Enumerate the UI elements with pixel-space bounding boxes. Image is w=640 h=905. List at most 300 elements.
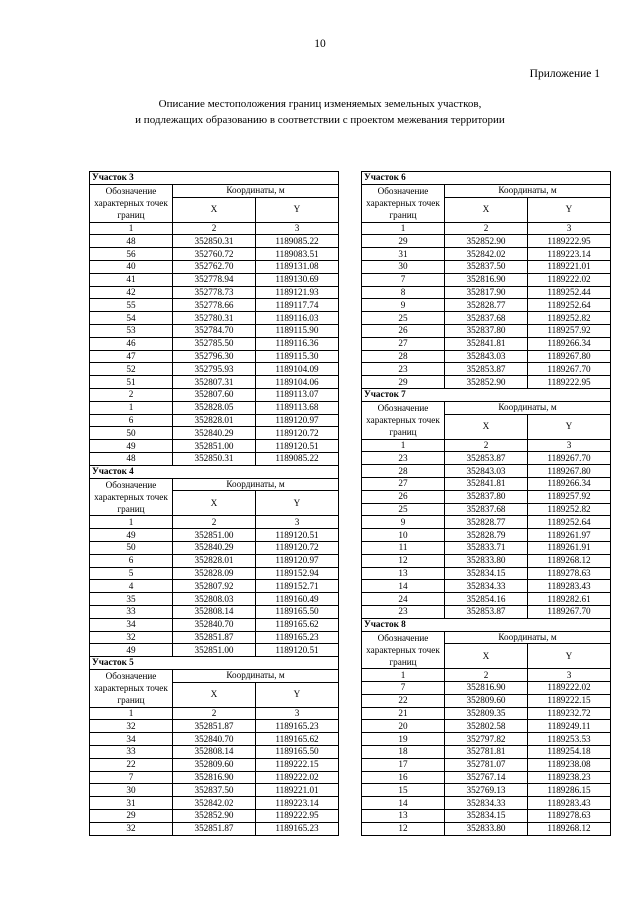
coord-x: 352842.02 xyxy=(445,248,528,261)
table-row xyxy=(90,440,339,453)
coord-x: 352837.80 xyxy=(445,324,528,337)
point-number: 31 xyxy=(90,797,173,810)
coord-y: 1189266.34 xyxy=(528,477,611,490)
table-row xyxy=(90,605,339,618)
coord-y: 1189249.11 xyxy=(528,720,611,733)
section-title: Участок 3 xyxy=(90,172,339,185)
table-row xyxy=(90,822,339,835)
table-row xyxy=(362,312,611,325)
coord-y: 1189221.01 xyxy=(528,260,611,273)
header-coordinates: Координаты, м xyxy=(445,401,611,414)
table-row xyxy=(90,720,339,733)
table-row xyxy=(362,260,611,273)
table-row xyxy=(362,337,611,350)
coord-x: 352808.14 xyxy=(173,605,256,618)
coord-x: 352796.30 xyxy=(173,350,256,363)
coord-y: 1189083.51 xyxy=(256,248,339,261)
coord-y: 1189278.63 xyxy=(528,567,611,580)
table-row xyxy=(362,541,611,554)
header-coordinates: Координаты, м xyxy=(173,478,339,491)
coord-x: 352809.60 xyxy=(173,758,256,771)
coord-y: 1189117.74 xyxy=(256,299,339,312)
coord-x: 352851.87 xyxy=(173,720,256,733)
coord-x: 352834.15 xyxy=(445,567,528,580)
point-number: 40 xyxy=(90,260,173,273)
table-row xyxy=(90,363,339,376)
point-number: 13 xyxy=(362,810,445,823)
point-number: 46 xyxy=(90,337,173,350)
column-number-row xyxy=(90,516,339,529)
point-number: 2 xyxy=(90,388,173,401)
table-row xyxy=(90,414,339,427)
coord-y: 1189267.70 xyxy=(528,605,611,618)
point-number: 6 xyxy=(90,554,173,567)
table-row xyxy=(90,644,339,657)
coord-x: 352853.87 xyxy=(445,363,528,376)
coord-x: 352841.81 xyxy=(445,337,528,350)
coord-x: 352851.87 xyxy=(173,822,256,835)
coord-y: 1189267.80 xyxy=(528,465,611,478)
coord-x: 352781.07 xyxy=(445,758,528,771)
coord-x: 352834.33 xyxy=(445,797,528,810)
coord-x: 352797.82 xyxy=(445,733,528,746)
table-row xyxy=(90,746,339,759)
table-row xyxy=(362,363,611,376)
coord-y: 1189131.08 xyxy=(256,260,339,273)
coord-x: 352852.90 xyxy=(173,810,256,823)
table-row xyxy=(362,822,611,835)
header-designation: Обозначение характерных точек границ xyxy=(90,478,173,516)
coord-x: 352828.79 xyxy=(445,529,528,542)
column-number: 1 xyxy=(90,516,173,529)
title-line-2: и подлежащих образованию в соответствии с проектом межевания территории xyxy=(135,114,505,126)
column-number: 1 xyxy=(362,669,445,682)
point-number: 26 xyxy=(362,490,445,503)
coord-y: 1189130.69 xyxy=(256,273,339,286)
coord-x: 352762.70 xyxy=(173,260,256,273)
point-number: 52 xyxy=(90,363,173,376)
coord-x: 352841.81 xyxy=(445,477,528,490)
coord-x: 352828.77 xyxy=(445,516,528,529)
point-number: 11 xyxy=(362,541,445,554)
coord-y: 1189282.61 xyxy=(528,593,611,606)
coord-y: 1189120.51 xyxy=(256,644,339,657)
coord-y: 1189165.62 xyxy=(256,733,339,746)
point-number: 8 xyxy=(362,286,445,299)
table-row xyxy=(362,324,611,337)
table-header-row xyxy=(362,401,611,414)
point-number: 22 xyxy=(90,758,173,771)
table-row xyxy=(90,337,339,350)
appendix-label: Приложение 1 xyxy=(529,68,600,80)
point-number: 27 xyxy=(362,337,445,350)
section-title: Участок 6 xyxy=(362,172,611,185)
point-number: 7 xyxy=(90,771,173,784)
coord-x: 352850.31 xyxy=(173,452,256,465)
section-title: Участок 4 xyxy=(90,465,339,478)
coord-y: 1189278.63 xyxy=(528,810,611,823)
coord-y: 1189223.14 xyxy=(256,797,339,810)
point-number: 51 xyxy=(90,376,173,389)
header-y: Y xyxy=(256,197,339,222)
coord-y: 1189267.70 xyxy=(528,452,611,465)
section-title: Участок 5 xyxy=(90,657,339,670)
table-row xyxy=(90,260,339,273)
table-row xyxy=(362,490,611,503)
header-designation: Обозначение характерных точек границ xyxy=(362,631,445,669)
table-row xyxy=(362,503,611,516)
coord-x: 352840.70 xyxy=(173,733,256,746)
point-number: 54 xyxy=(90,312,173,325)
coord-y: 1189221.01 xyxy=(256,784,339,797)
point-number: 14 xyxy=(362,580,445,593)
point-number: 23 xyxy=(362,363,445,376)
table-row xyxy=(362,465,611,478)
header-coordinates: Координаты, м xyxy=(445,184,611,197)
column-number-row xyxy=(90,707,339,720)
header-designation: Обозначение характерных точек границ xyxy=(90,669,173,707)
point-number: 30 xyxy=(90,784,173,797)
table-row xyxy=(362,758,611,771)
table-row xyxy=(90,312,339,325)
left-coordinates-column xyxy=(89,171,339,836)
point-number: 26 xyxy=(362,324,445,337)
coord-x: 352853.87 xyxy=(445,452,528,465)
header-designation: Обозначение характерных точек границ xyxy=(362,401,445,439)
point-number: 27 xyxy=(362,477,445,490)
point-number: 31 xyxy=(362,248,445,261)
point-number: 50 xyxy=(90,541,173,554)
coord-y: 1189261.97 xyxy=(528,529,611,542)
table-row xyxy=(90,350,339,363)
coord-x: 352785.50 xyxy=(173,337,256,350)
coord-y: 1189252.44 xyxy=(528,286,611,299)
table-row xyxy=(362,273,611,286)
table-header-row xyxy=(90,478,339,491)
point-number: 20 xyxy=(362,720,445,733)
point-number: 49 xyxy=(90,644,173,657)
table-row xyxy=(362,797,611,810)
table-row xyxy=(90,235,339,248)
coord-y: 1189267.70 xyxy=(528,363,611,376)
coord-x: 352851.00 xyxy=(173,529,256,542)
column-number: 1 xyxy=(90,222,173,235)
section-title-row xyxy=(90,465,339,478)
coord-y: 1189120.72 xyxy=(256,427,339,440)
table-row xyxy=(90,797,339,810)
coord-x: 352828.05 xyxy=(173,401,256,414)
table-row xyxy=(90,299,339,312)
point-number: 5 xyxy=(90,567,173,580)
point-number: 33 xyxy=(90,605,173,618)
coord-y: 1189115.30 xyxy=(256,350,339,363)
column-number: 2 xyxy=(173,222,256,235)
table-row xyxy=(362,733,611,746)
coord-y: 1189120.97 xyxy=(256,414,339,427)
coordinates-table-left xyxy=(89,171,339,836)
header-y: Y xyxy=(256,491,339,516)
header-y: Y xyxy=(256,682,339,707)
coord-y: 1189222.95 xyxy=(256,810,339,823)
column-number: 2 xyxy=(445,222,528,235)
column-number: 1 xyxy=(90,707,173,720)
coord-y: 1189121.93 xyxy=(256,286,339,299)
point-number: 56 xyxy=(90,248,173,261)
point-number: 18 xyxy=(362,746,445,759)
coord-y: 1189085.22 xyxy=(256,235,339,248)
section-title: Участок 7 xyxy=(362,388,611,401)
header-x: X xyxy=(173,197,256,222)
table-row xyxy=(90,286,339,299)
coord-x: 352837.50 xyxy=(173,784,256,797)
table-header-row xyxy=(90,184,339,197)
point-number: 30 xyxy=(362,260,445,273)
point-number: 13 xyxy=(362,567,445,580)
coord-y: 1189283.43 xyxy=(528,580,611,593)
coord-y: 1189222.15 xyxy=(528,694,611,707)
point-number: 16 xyxy=(362,771,445,784)
table-header-row xyxy=(362,631,611,644)
coord-y: 1189152.71 xyxy=(256,580,339,593)
coord-y: 1189223.14 xyxy=(528,248,611,261)
coord-y: 1189232.72 xyxy=(528,707,611,720)
coord-x: 352769.13 xyxy=(445,784,528,797)
column-number: 3 xyxy=(528,669,611,682)
coord-y: 1189116.03 xyxy=(256,312,339,325)
column-number: 2 xyxy=(173,707,256,720)
coord-x: 352840.29 xyxy=(173,427,256,440)
point-number: 23 xyxy=(362,605,445,618)
coord-x: 352807.31 xyxy=(173,376,256,389)
coord-x: 352833.80 xyxy=(445,554,528,567)
table-row xyxy=(90,810,339,823)
coord-x: 352840.70 xyxy=(173,618,256,631)
point-number: 28 xyxy=(362,465,445,478)
point-number: 19 xyxy=(362,733,445,746)
coord-x: 352837.80 xyxy=(445,490,528,503)
header-x: X xyxy=(173,682,256,707)
point-number: 32 xyxy=(90,822,173,835)
header-x: X xyxy=(445,197,528,222)
coord-y: 1189116.36 xyxy=(256,337,339,350)
section-title-row xyxy=(90,657,339,670)
column-number: 2 xyxy=(445,439,528,452)
point-number: 6 xyxy=(90,414,173,427)
column-number-row xyxy=(90,222,339,235)
point-number: 32 xyxy=(90,631,173,644)
column-number: 3 xyxy=(528,439,611,452)
table-row xyxy=(362,248,611,261)
point-number: 42 xyxy=(90,286,173,299)
point-number: 34 xyxy=(90,733,173,746)
coord-x: 352852.90 xyxy=(445,376,528,389)
coord-x: 352780.31 xyxy=(173,312,256,325)
table-row xyxy=(362,720,611,733)
coord-y: 1189238.08 xyxy=(528,758,611,771)
table-row xyxy=(90,324,339,337)
point-number: 53 xyxy=(90,324,173,337)
coord-x: 352802.58 xyxy=(445,720,528,733)
table-row xyxy=(362,746,611,759)
coord-x: 352851.87 xyxy=(173,631,256,644)
column-number: 2 xyxy=(445,669,528,682)
coord-y: 1189165.23 xyxy=(256,822,339,835)
point-number: 14 xyxy=(362,797,445,810)
column-number: 2 xyxy=(173,516,256,529)
point-number: 10 xyxy=(362,529,445,542)
coord-y: 1189120.51 xyxy=(256,529,339,542)
coord-x: 352828.01 xyxy=(173,554,256,567)
table-row xyxy=(362,235,611,248)
column-number: 1 xyxy=(362,222,445,235)
coord-x: 352851.00 xyxy=(173,440,256,453)
section-title-row xyxy=(362,618,611,631)
point-number: 34 xyxy=(90,618,173,631)
column-number: 1 xyxy=(362,439,445,452)
coord-y: 1189085.22 xyxy=(256,452,339,465)
coord-y: 1189254.18 xyxy=(528,746,611,759)
point-number: 23 xyxy=(362,452,445,465)
table-header-row xyxy=(362,184,611,197)
header-coordinates: Координаты, м xyxy=(445,631,611,644)
table-row xyxy=(90,631,339,644)
coord-x: 352778.66 xyxy=(173,299,256,312)
coord-x: 352828.01 xyxy=(173,414,256,427)
coord-x: 352850.31 xyxy=(173,235,256,248)
table-row xyxy=(362,350,611,363)
coord-x: 352808.03 xyxy=(173,593,256,606)
point-number: 21 xyxy=(362,707,445,720)
coord-y: 1189286.15 xyxy=(528,784,611,797)
point-number: 22 xyxy=(362,694,445,707)
coord-x: 352808.14 xyxy=(173,746,256,759)
point-number: 49 xyxy=(90,529,173,542)
coord-x: 352833.80 xyxy=(445,822,528,835)
table-row xyxy=(362,567,611,580)
coord-x: 352833.71 xyxy=(445,541,528,554)
point-number: 41 xyxy=(90,273,173,286)
table-row xyxy=(362,477,611,490)
table-row xyxy=(362,707,611,720)
column-number: 3 xyxy=(528,222,611,235)
coord-y: 1189257.92 xyxy=(528,490,611,503)
coord-y: 1189165.50 xyxy=(256,746,339,759)
coord-x: 352834.33 xyxy=(445,580,528,593)
header-y: Y xyxy=(528,197,611,222)
header-y: Y xyxy=(528,414,611,439)
column-number: 3 xyxy=(256,222,339,235)
table-row xyxy=(362,682,611,695)
point-number: 29 xyxy=(90,810,173,823)
point-number: 1 xyxy=(90,401,173,414)
column-number: 3 xyxy=(256,516,339,529)
point-number: 48 xyxy=(90,452,173,465)
point-number: 24 xyxy=(362,593,445,606)
table-header-row xyxy=(90,669,339,682)
coord-x: 352760.72 xyxy=(173,248,256,261)
page-number: 10 xyxy=(314,38,326,50)
coord-x: 352854.16 xyxy=(445,593,528,606)
table-row xyxy=(90,452,339,465)
table-row xyxy=(90,376,339,389)
coord-y: 1189152.94 xyxy=(256,567,339,580)
coord-x: 352853.87 xyxy=(445,605,528,618)
coord-y: 1189252.82 xyxy=(528,503,611,516)
section-title: Участок 8 xyxy=(362,618,611,631)
table-row xyxy=(90,567,339,580)
table-row xyxy=(362,605,611,618)
point-number: 4 xyxy=(90,580,173,593)
coord-x: 352852.90 xyxy=(445,235,528,248)
coord-y: 1189113.68 xyxy=(256,401,339,414)
coord-y: 1189222.02 xyxy=(256,771,339,784)
coord-x: 352816.90 xyxy=(445,682,528,695)
coord-y: 1189238.23 xyxy=(528,771,611,784)
section-title-row xyxy=(362,172,611,185)
table-row xyxy=(362,554,611,567)
point-number: 12 xyxy=(362,554,445,567)
coord-y: 1189165.50 xyxy=(256,605,339,618)
document-title xyxy=(0,96,640,128)
coord-y: 1189252.82 xyxy=(528,312,611,325)
point-number: 32 xyxy=(90,720,173,733)
table-row xyxy=(362,694,611,707)
table-row xyxy=(362,810,611,823)
table-row xyxy=(362,299,611,312)
coord-x: 352843.03 xyxy=(445,465,528,478)
table-row xyxy=(90,758,339,771)
table-row xyxy=(90,784,339,797)
column-number-row xyxy=(362,222,611,235)
coord-y: 1189165.23 xyxy=(256,720,339,733)
coord-y: 1189120.97 xyxy=(256,554,339,567)
coord-x: 352795.93 xyxy=(173,363,256,376)
point-number: 15 xyxy=(362,784,445,797)
header-coordinates: Координаты, м xyxy=(173,669,339,682)
point-number: 28 xyxy=(362,350,445,363)
header-x: X xyxy=(173,491,256,516)
coord-y: 1189222.15 xyxy=(256,758,339,771)
table-row xyxy=(362,784,611,797)
table-row xyxy=(362,580,611,593)
coord-y: 1189252.64 xyxy=(528,516,611,529)
point-number: 12 xyxy=(362,822,445,835)
coord-x: 352837.68 xyxy=(445,503,528,516)
coord-x: 352837.68 xyxy=(445,312,528,325)
coord-y: 1189120.72 xyxy=(256,541,339,554)
point-number: 49 xyxy=(90,440,173,453)
point-number: 7 xyxy=(362,273,445,286)
header-designation: Обозначение характерных точек границ xyxy=(90,184,173,222)
coord-y: 1189267.80 xyxy=(528,350,611,363)
table-row xyxy=(90,273,339,286)
coord-y: 1189257.92 xyxy=(528,324,611,337)
coord-x: 352840.29 xyxy=(173,541,256,554)
column-number: 3 xyxy=(256,707,339,720)
table-row xyxy=(90,618,339,631)
table-row xyxy=(362,529,611,542)
coord-y: 1189261.91 xyxy=(528,541,611,554)
section-title-row xyxy=(362,388,611,401)
coord-x: 352851.00 xyxy=(173,644,256,657)
right-coordinates-column xyxy=(361,171,611,836)
coord-y: 1189222.95 xyxy=(528,376,611,389)
table-row xyxy=(90,248,339,261)
coord-x: 352784.70 xyxy=(173,324,256,337)
point-number: 47 xyxy=(90,350,173,363)
coord-x: 352778.94 xyxy=(173,273,256,286)
header-x: X xyxy=(445,414,528,439)
